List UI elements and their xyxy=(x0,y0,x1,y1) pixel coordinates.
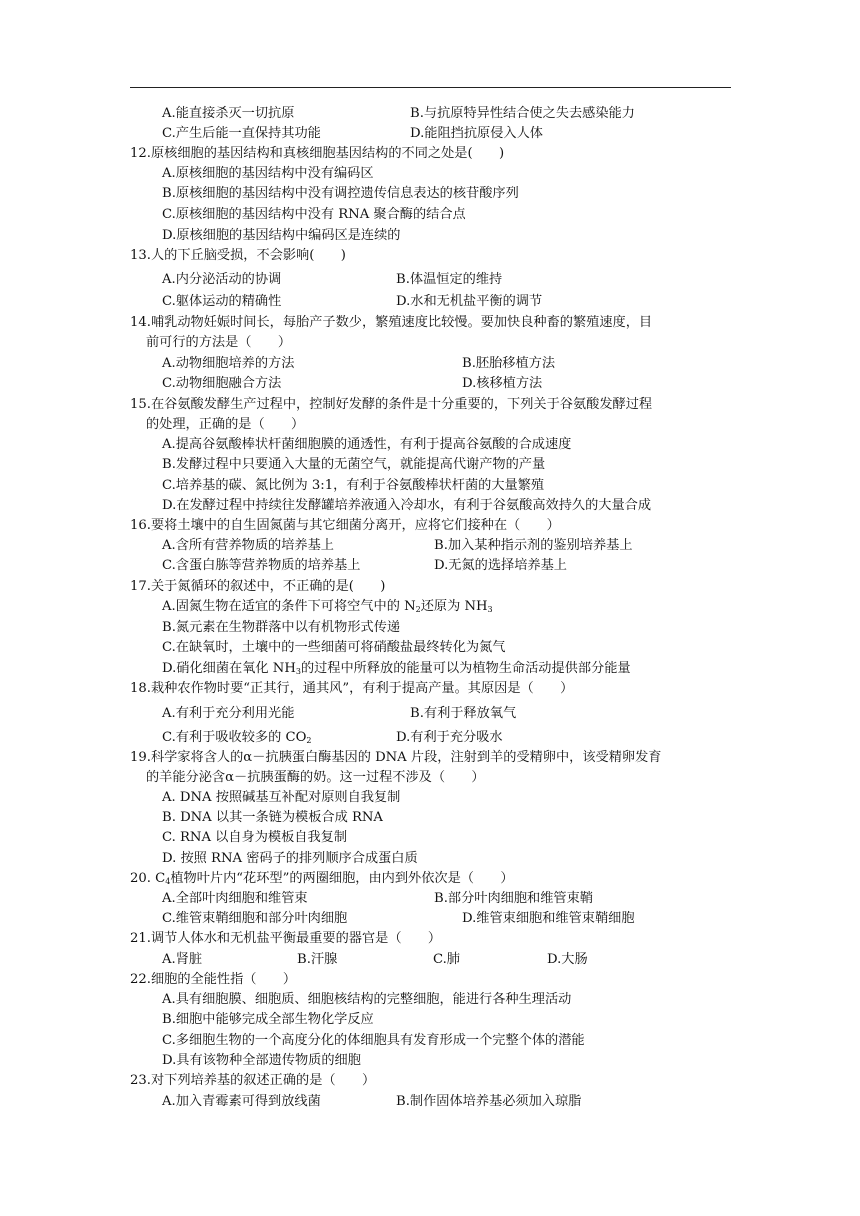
q18-option-b: B.有利于释放氧气 xyxy=(410,706,517,721)
q18-stem: 18.栽种农作物时要“正其行，通其风”，有利于提高产量。其原因是（ ） xyxy=(130,681,574,696)
q22-option-d: D.具有该物种全部遗传物质的细胞 xyxy=(162,1053,361,1068)
q13-option-a: A.内分泌活动的协调 xyxy=(162,272,282,287)
q11-option-b: B.与抗原特异性结合使之失去感染能力 xyxy=(410,106,635,121)
q21-option-a: A.肾脏 xyxy=(162,952,203,967)
q19-option-c: C. RNA 以自身为模板自我复制 xyxy=(162,830,348,845)
q12-stem: 12.原核细胞的基因结构和真核细胞基因结构的不同之处是( ) xyxy=(130,146,505,161)
q12-option-a: A.原核细胞的基因结构中没有编码区 xyxy=(162,166,374,181)
q19-option-d: D. 按照 RNA 密码子的排列顺序合成蛋白质 xyxy=(162,851,418,866)
q20-option-c: C.维管束鞘细胞和部分叶肉细胞 xyxy=(162,911,348,926)
q14-option-b: B.胚胎移植方法 xyxy=(462,356,556,371)
q14-stem-line1: 14.哺乳动物妊娠时间长，每胎产子数少，繁殖速度比较慢。要加快良种畜的繁殖速度，目 xyxy=(130,315,653,330)
q13-stem: 13.人的下丘脑受损，不会影响( ) xyxy=(130,248,346,263)
q21-option-b: B.汗腺 xyxy=(297,952,338,967)
q19-stem-line2: 的羊能分泌含α－抗胰蛋酶的奶。这一过程不涉及（ ） xyxy=(146,770,485,785)
q14-option-d: D.核移植方法 xyxy=(462,376,543,391)
q16-option-a: A.含所有营养物质的培养基上 xyxy=(162,538,334,553)
q17-option-a: A.固氮生物在适宜的条件下可将空气中的 $N_2$还原为 $NH_3$ xyxy=(162,599,493,614)
header-rule xyxy=(130,87,731,88)
q14-stem-line2: 前可行的方法是（ ） xyxy=(146,335,292,350)
q18-option-a: A.有利于充分利用光能 xyxy=(162,706,295,721)
q15-stem-line2: 的处理，正确的是（ ） xyxy=(146,417,305,432)
q21-option-c: C.肺 xyxy=(433,952,460,967)
q23-option-b: B.制作固体培养基必须加入琼脂 xyxy=(396,1094,582,1109)
q15-option-d: D.在发酵过程中持续往发酵罐培养液通入冷却水，有利于谷氨酸高效持久的大量合成 xyxy=(162,498,652,513)
q16-option-b: B.加入某种指示剂的鉴别培养基上 xyxy=(434,538,633,553)
q23-stem: 23.对下列培养基的叙述正确的是（ ） xyxy=(130,1073,376,1088)
q12-option-d: D.原核细胞的基因结构中编码区是连续的 xyxy=(162,228,401,243)
q20-stem: 20. $C_4$植物叶片内“花环型”的两圈细胞，由内到外依次是（ ） xyxy=(130,871,514,886)
q19-option-a: A. DNA 按照碱基互补配对原则自我复制 xyxy=(162,790,401,805)
q16-option-c: C.含蛋白胨等营养物质的培养基上 xyxy=(162,558,361,573)
q23-option-a: A.加入青霉素可得到放线菌 xyxy=(162,1094,321,1109)
q20-option-a: A.全部叶肉细胞和维管束 xyxy=(162,891,308,906)
q16-stem: 16.要将土壤中的自生固氮菌与其它细菌分离开，应将它们接种在（ ） xyxy=(130,518,560,533)
q22-option-c: C.多细胞生物的一个高度分化的体细胞具有发育形成一个完整个体的潜能 xyxy=(162,1033,585,1048)
q15-stem-line1: 15.在谷氨酸发酵生产过程中，控制好发酵的条件是十分重要的，下列关于谷氨酸发酵过程 xyxy=(130,397,653,412)
q21-option-d: D.大肠 xyxy=(547,952,588,967)
q15-option-b: B.发酵过程中只要通入大量的无菌空气，就能提高代谢产物的产量 xyxy=(162,457,546,472)
q18-option-c: C.有利于吸收较多的 $CO_2$ xyxy=(162,730,312,745)
q12-option-b: B.原核细胞的基因结构中没有调控遗传信息表达的核苷酸序列 xyxy=(162,186,519,201)
q19-stem-line1: 19.科学家将含人的α－抗胰蛋白酶基因的 DNA 片段，注射到羊的受精卵中，该受精卵发育 xyxy=(130,750,662,765)
q17-option-d: D.硝化细菌在氧化 $NH_3$的过程中所释放的能量可以为植物生命活动提供部分能量 xyxy=(162,661,631,676)
q18-option-d: D.有利于充分吸水 xyxy=(396,730,503,745)
q11-option-d: D.能阻挡抗原侵入人体 xyxy=(410,126,543,141)
q14-option-a: A.动物细胞培养的方法 xyxy=(162,356,295,371)
q19-option-b: B. DNA 以其一条链为模板合成 RNA xyxy=(162,810,383,825)
q17-stem: 17.关于氮循环的叙述中，不正确的是( ) xyxy=(130,579,386,594)
q20-option-d: D.维管束细胞和维管束鞘细胞 xyxy=(462,911,635,926)
q22-option-a: A.具有细胞膜、细胞质、细胞核结构的完整细胞，能进行各种生理活动 xyxy=(162,992,572,1007)
q13-option-d: D.水和无机盐平衡的调节 xyxy=(396,294,543,309)
q17-option-b: B.氮元素在生物群落中以有机物形式传递 xyxy=(162,620,401,635)
q16-option-d: D.无氮的选择培养基上 xyxy=(434,558,567,573)
q22-stem: 22.细胞的全能性指（ ） xyxy=(130,972,297,987)
q13-option-c: C.躯体运动的精确性 xyxy=(162,294,282,309)
q21-stem: 21.调节人体水和无机盐平衡最重要的器官是（ ） xyxy=(130,931,442,946)
q11-option-c: C.产生后能一直保持其功能 xyxy=(162,126,321,141)
q22-option-b: B.细胞中能够完成全部生物化学反应 xyxy=(162,1012,374,1027)
q20-option-b: B.部分叶肉细胞和维管束鞘 xyxy=(434,891,593,906)
q11-option-a: A.能直接杀灭一切抗原 xyxy=(162,106,295,121)
q15-option-a: A.提高谷氨酸棒状杆菌细胞膜的通透性，有利于提高谷氨酸的合成速度 xyxy=(162,437,572,452)
q12-option-c: C.原核细胞的基因结构中没有 RNA 聚合酶的结合点 xyxy=(162,207,466,222)
q17-option-c: C.在缺氧时，土壤中的一些细菌可将硝酸盐最终转化为氮气 xyxy=(162,640,506,655)
q15-option-c: C.培养基的碳、氮比例为 3:1，有利于谷氨酸棒状杆菌的大量繁殖 xyxy=(162,478,545,493)
q14-option-c: C.动物细胞融合方法 xyxy=(162,376,282,391)
q13-option-b: B.体温恒定的维持 xyxy=(396,272,503,287)
